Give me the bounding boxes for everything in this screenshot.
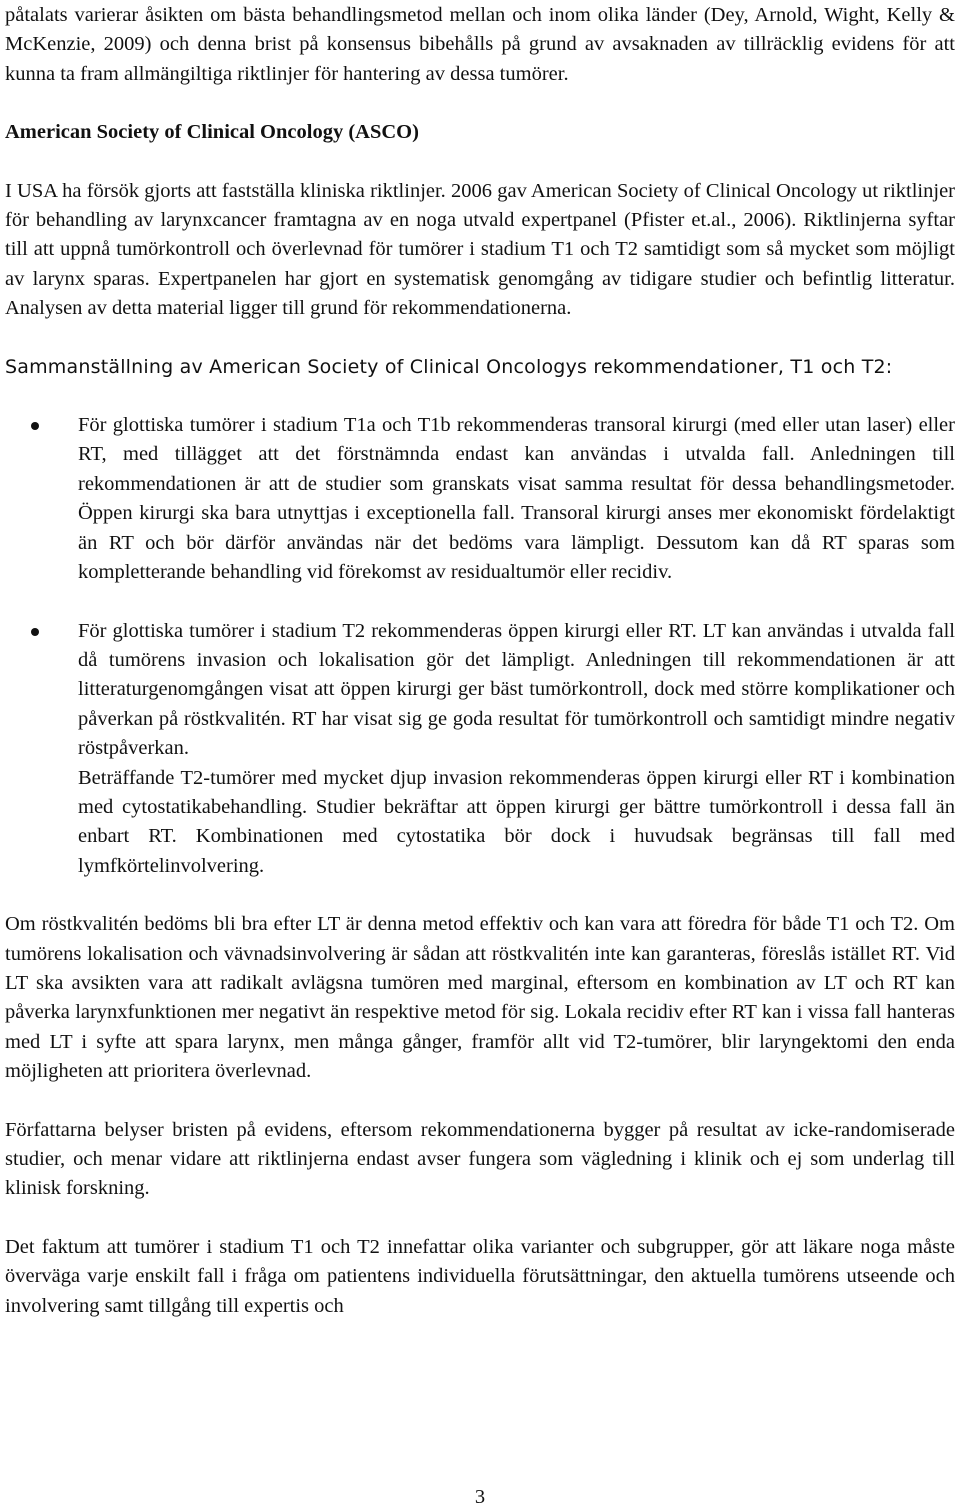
bullet-icon (31, 422, 39, 430)
document-page (5, 1, 955, 1321)
bullet-text: För glottiska tumörer i stadium T1a och T1b rekommenderas transoral kirurgi (med eller utan laser) eller RT, med tillägget att det förstnämnda endast kan användas i utvalda fall. Anledningen till rekommendationen är att de studier som granskats visat samma resultat för dessa behandlingsmetoder. Öppen kirurgi ska bara utnyttjas i exceptionella fall. Transoral kirurgi anses mer ekonomiskt fördelaktigt än RT och bör därför användas när det bedöms vara lämpligt. Dessutom kan då RT sparas som kompletterande behandling vid förekomst av residualtumör eller recidiv. (78, 414, 955, 584)
bullet-text: För glottiska tumörer i stadium T2 rekommenderas öppen kirurgi eller RT. LT kan användas i utvalda fall då tumörens invasion och lokalisation gör det lämpligt. Anledningen till rekommendationen är att litteraturgenomgången visat att öppen kirurgi ger bäst tumörkontroll, dock med större komplikationer och påverkan på röstkvalitén. RT har visat sig ge goda resultat för tumörkontroll och samtidigt mindre negativ röstpåverkan. (78, 619, 955, 760)
bullet-icon (31, 628, 39, 636)
evidence-paragraph: Författarna belyser bristen på evidens, eftersom rekommendationerna bygger på resultat av icke-randomiserade studier, och menar vidare att riktlinjerna endast avser fungera som vägledning i klinik och ej som underlag till klinisk forskning. (5, 1118, 955, 1200)
closing-paragraph: Det faktum att tumörer i stadium T1 och T2 innefattar olika varianter och subgrupper, gör att läkare noga måste överväga varje enskilt fall i fråga om patientens individuella förutsättningar, den aktuella tumörens utseende och involvering samt tillgång till expertis och (5, 1235, 955, 1317)
section-heading: American Society of Clinical Oncology (ASCO) (5, 121, 419, 144)
page-number: 3 (474, 1486, 486, 1508)
list-item (5, 617, 955, 882)
bullet-text-continued: Beträffande T2-tumörer med mycket djup invasion rekommenderas öppen kirurgi eller RT i kombination med cytostatikabehandling. Studier bekräftar att öppen kirurgi ger bättre tumörkontroll i dessa fall än enbart RT. Kombinationen med cytostatika bör dock i huvudsak begränsas till fall med lymfkörtelinvolvering. (78, 766, 955, 877)
summary-lead: Sammanställning av American Society of Clinical Oncologys rekommendationer, T1 och T2: (5, 355, 893, 378)
asco-paragraph: I USA ha försök gjorts att fastställa kliniska riktlinjer. 2006 gav American Society of Clinical Oncology ut riktlinjer för behandling av larynxcancer framtagna av en noga utvald expertpanel (Pfister et.al., 2006). Riktlinjerna syftar till att uppnå tumörkontroll och överlevnad för tumörer i stadium T1 och T2 samtidigt som så mycket som möjligt av larynx sparas. Expertpanelen har gjort en systematisk genomgång av tidigare studier och befintlig litteratur. Analysen av detta material ligger till grund för rekommendationerna. (5, 179, 955, 320)
voice-quality-paragraph: Om röstkvalitén bedöms bli bra efter LT är denna metod effektiv och kan vara att föredra för både T1 och T2. Om tumörens lokalisation och vävnadsinvolvering är sådan att röstkvalitén inte kan garanteras, föreslås istället RT. Vid LT ska avsikten vara att radikalt avlägsna tumören med marginal, eftersom en kombination av LT och RT kan påverka larynxfunktionen mer negativt än respektive metod för sig. Lokala recidiv efter RT kan i vissa fall hanteras med LT i syfte att spara larynx, men många gånger, framför allt vid T2-tumörer, blir laryngektomi den enda möjligheten att prioritera överlevnad. (5, 913, 955, 1083)
list-item (5, 411, 955, 587)
recommendation-list (5, 411, 955, 881)
intro-paragraph: påtalats varierar åsikten om bästa behandlingsmetod mellan och inom olika länder (Dey, Arnold, Wight, Kelly & McKenzie, 2009) och denna brist på konsensus bibehålls på grund av avsaknaden av tillräcklig evidens för att kunna ta fram allmängiltiga riktlinjer för hantering av dessa tumörer. (5, 4, 955, 85)
